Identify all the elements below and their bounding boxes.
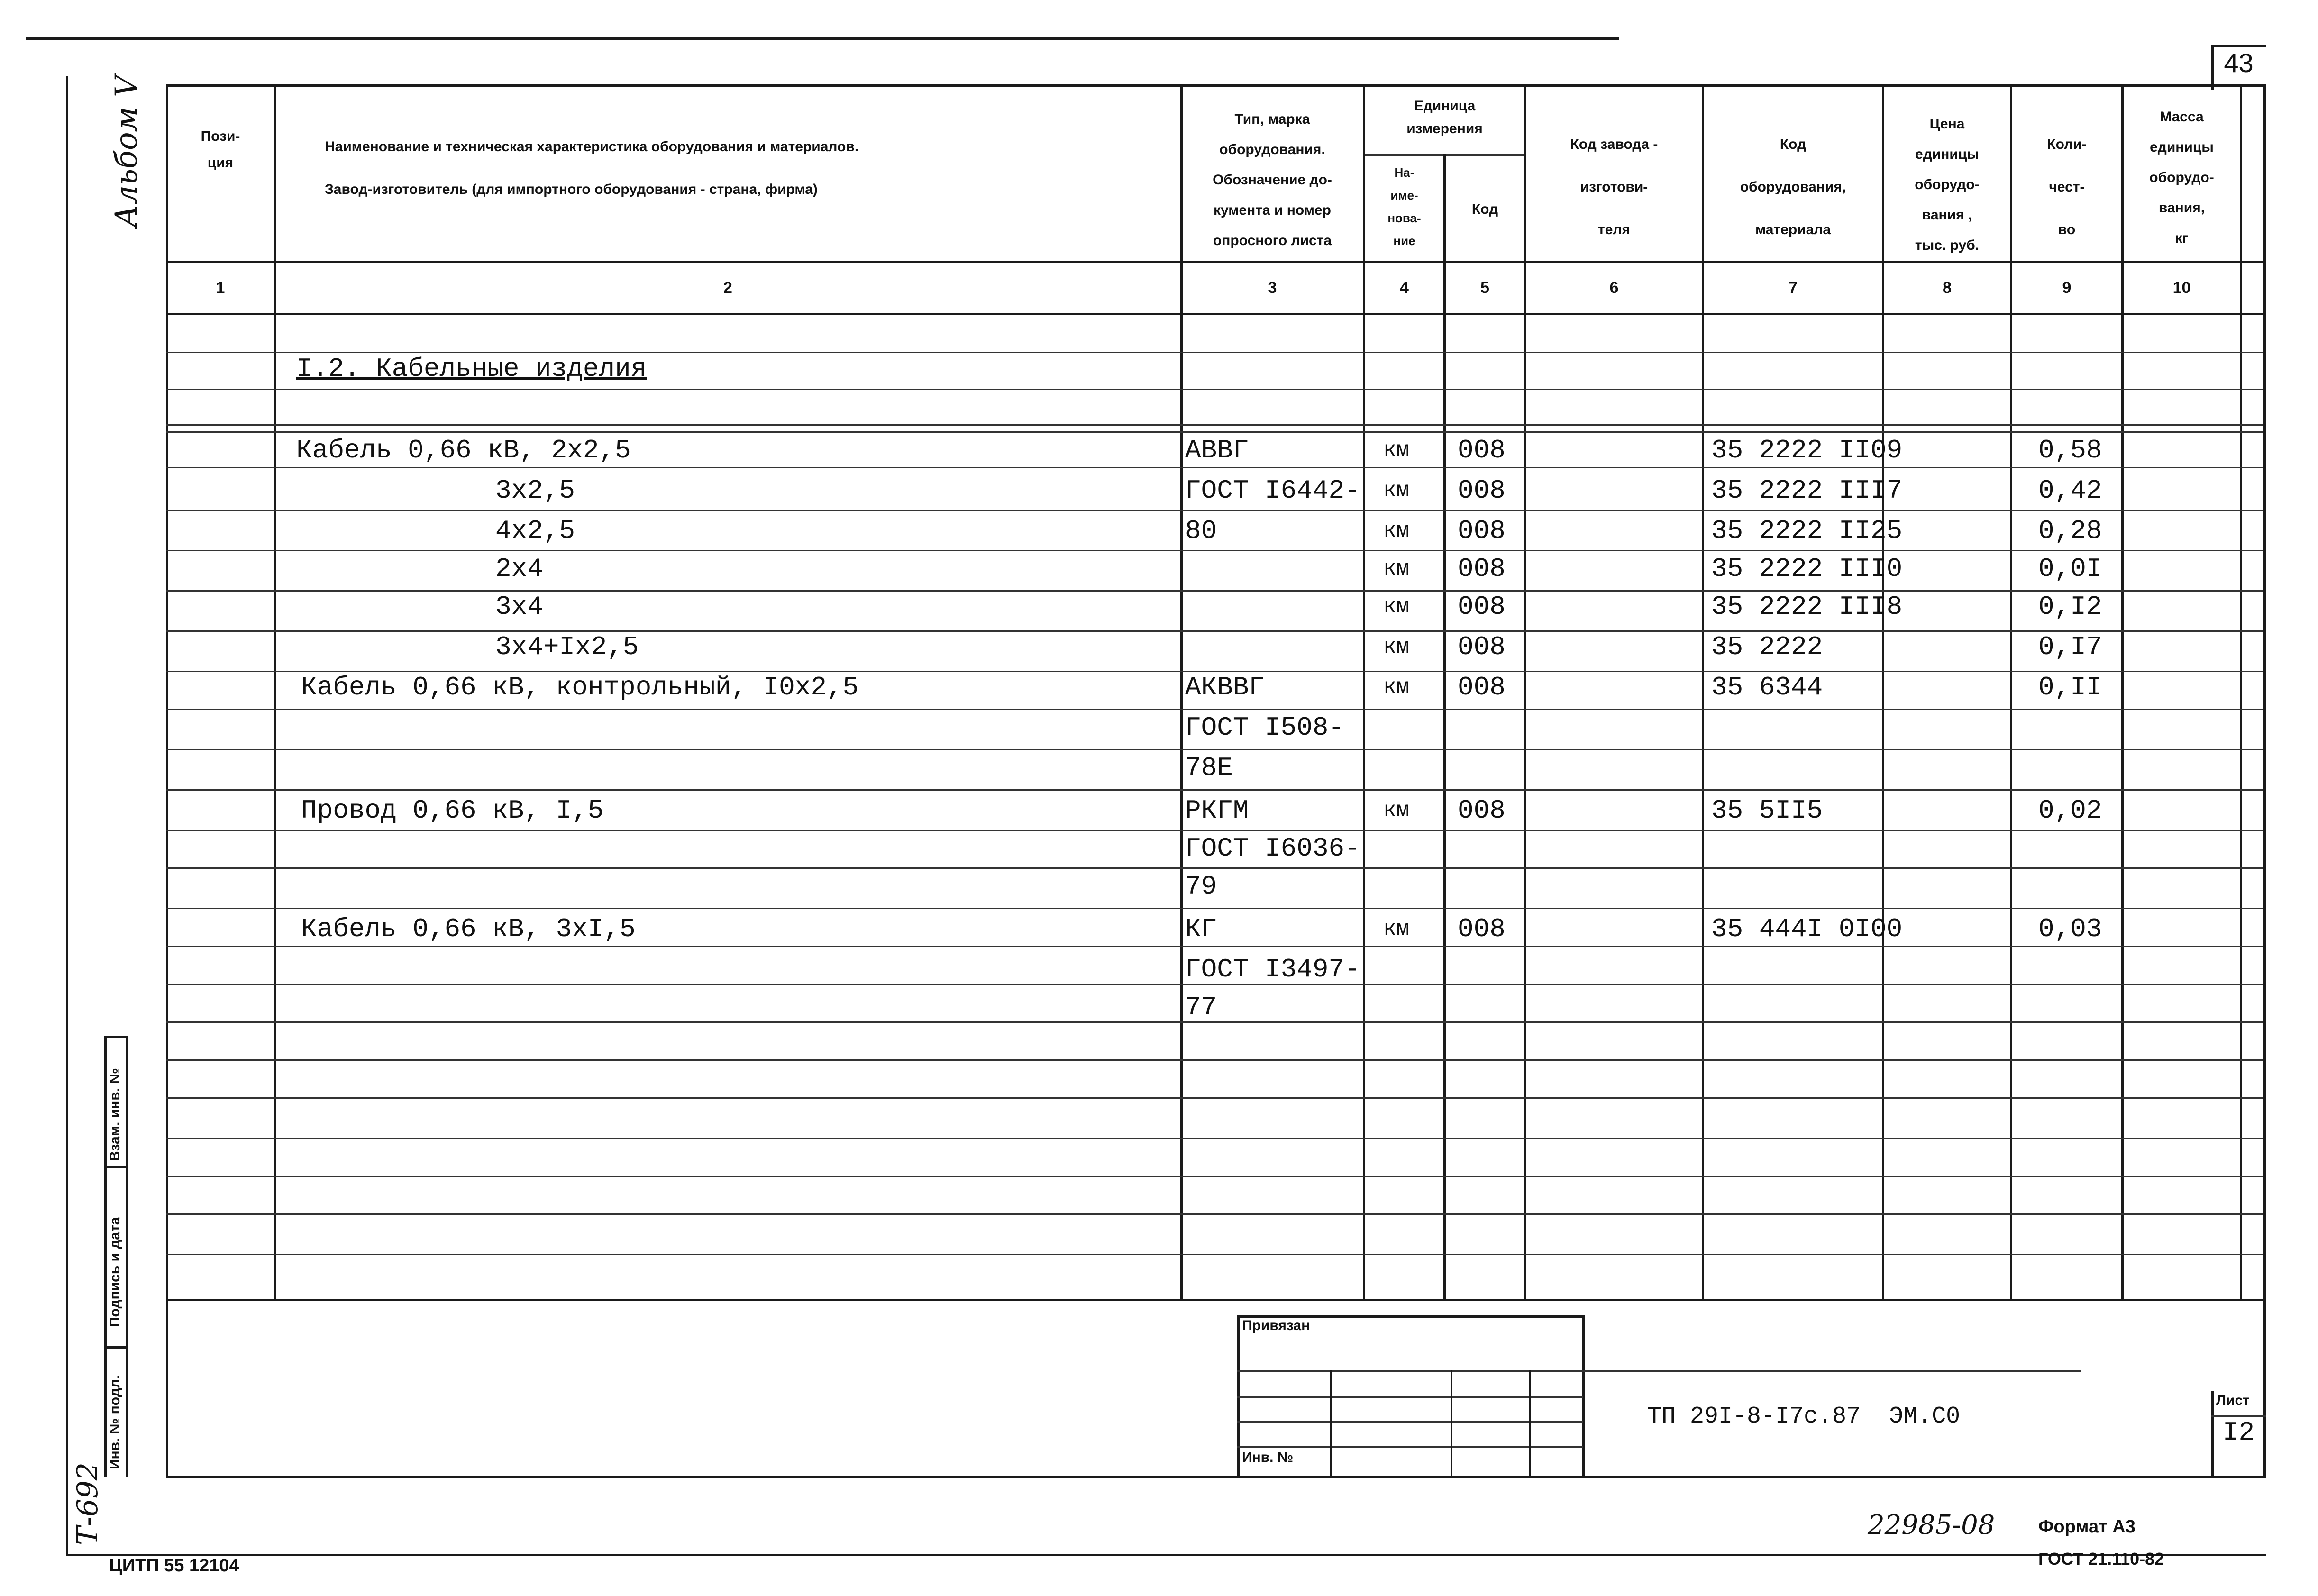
row-type-mark: 78Е [1185, 753, 1233, 783]
row-type-mark: АВВГ [1185, 435, 1249, 465]
row-type-mark: КГ [1185, 914, 1217, 944]
row-quantity: 0,0I [2038, 554, 2102, 584]
row-material-code: 35 2222 II09 [1711, 435, 1903, 465]
outer-border-right [2263, 84, 2266, 1478]
row-line [166, 510, 2263, 511]
row-quantity: 0,28 [2038, 516, 2102, 546]
row-line [166, 590, 2263, 592]
colnum-9: 9 [2062, 279, 2072, 297]
row-material-code: 35 2222 III0 [1711, 554, 1903, 584]
row-unit-code: 008 [1458, 435, 1506, 465]
row-unit-code: 008 [1458, 914, 1506, 944]
row-type-mark: РКГМ [1185, 795, 1249, 826]
row-line [166, 1176, 2263, 1177]
colnum-3: 3 [1268, 279, 1277, 297]
stamp-row-2 [1237, 1396, 1583, 1398]
row-material-code: 35 2222 III8 [1711, 592, 1903, 622]
row-quantity: 0,02 [2038, 795, 2102, 826]
row-line [166, 1254, 2263, 1255]
row-name: Кабель 0,66 кВ, 3хI,5 [301, 914, 636, 944]
row-type-mark: 77 [1185, 992, 1217, 1022]
side-strip-left [104, 1036, 107, 1477]
stamp-tied-label: Привязан [1242, 1318, 1310, 1333]
row-quantity: 0,58 [2038, 435, 2102, 465]
stamp-row-4 [1237, 1446, 1583, 1448]
col-line-9 [2121, 84, 2124, 1300]
row-unit: км [1383, 438, 1410, 463]
vertical-code: Т-692 [71, 1462, 104, 1545]
row-name: 2х4 [495, 554, 543, 584]
row-unit: км [1383, 635, 1410, 659]
header-name: Наименование и техническая характеристика оборудования и материалов. Завод-изготовитель (для импортного оборудования - страна, фирма) [325, 139, 859, 197]
stamp-document-code: ТП 29I-8-I7с.87 ЭМ.С0 [1647, 1403, 1961, 1430]
archive-number: 22985-08 [1868, 1510, 1995, 1541]
row-unit-code: 008 [1458, 516, 1506, 546]
header-divider [166, 261, 2263, 263]
row-line [166, 630, 2263, 632]
row-unit-code: 008 [1458, 475, 1506, 506]
row-material-code: 35 444I 0I00 [1711, 914, 1903, 944]
colnum-2: 2 [723, 279, 732, 297]
side-strip-div-1 [104, 1166, 128, 1168]
row-quantity: 0,42 [2038, 475, 2102, 506]
header-unit-code: Код [1471, 201, 1498, 217]
colnum-8: 8 [1943, 279, 1952, 297]
row-line [166, 908, 2263, 909]
row-type-mark: ГОСТ I508- [1185, 712, 1345, 743]
row-unit-code: 008 [1458, 554, 1506, 584]
side-strip-top [104, 1036, 128, 1038]
page-bottom-line [66, 1554, 2266, 1556]
header-position: Пози- ция [201, 128, 240, 171]
row-unit: км [1383, 519, 1410, 543]
side-label-inv-podl: Инв. № подл. [107, 1375, 123, 1469]
col-line-8 [2010, 84, 2012, 1300]
top-border-line [26, 37, 1619, 40]
row-line [166, 389, 2263, 390]
row-unit: км [1383, 556, 1410, 581]
row-unit: км [1383, 798, 1410, 823]
row-unit: км [1383, 917, 1410, 941]
row-unit-code: 008 [1458, 592, 1506, 622]
stamp-inv-no-label: Инв. № [1242, 1450, 1294, 1465]
col-line-4 [1443, 154, 1446, 1300]
stamp-col-3 [1529, 1370, 1531, 1476]
row-line [166, 550, 2263, 551]
header-unit-group: Единица измерения [1406, 98, 1483, 137]
header-quantity: Коли- чест- во [2047, 137, 2087, 237]
row-material-code: 35 6344 [1711, 672, 1823, 702]
col-line-2 [1180, 84, 1183, 1300]
row-quantity: 0,I7 [2038, 632, 2102, 662]
header-factory-code: Код завода - изготови- теля [1570, 137, 1658, 237]
row-quantity: 0,03 [2038, 914, 2102, 944]
col-line-7 [1882, 84, 1884, 1300]
stamp-col-2 [1451, 1370, 1452, 1476]
row-line [166, 1138, 2263, 1139]
side-label-sign-date: Подпись и дата [107, 1217, 123, 1327]
colnum-4: 4 [1400, 279, 1409, 297]
colnum-1: 1 [216, 279, 225, 297]
row-quantity: 0,I2 [2038, 592, 2102, 622]
side-strip-right [126, 1036, 128, 1477]
col-line-6 [1702, 84, 1704, 1300]
row-quantity: 0,II [2038, 672, 2102, 702]
side-strip-div-2 [104, 1346, 128, 1349]
row-type-mark: ГОСТ I6036- [1185, 833, 1360, 864]
section-title: I.2. Кабельные изделия [296, 354, 647, 384]
row-name: 3х4 [495, 592, 543, 622]
col-line-1 [274, 84, 276, 1300]
colnum-5: 5 [1480, 279, 1489, 297]
row-material-code: 35 2222 [1711, 632, 1823, 662]
row-material-code: 35 2222 III7 [1711, 475, 1903, 506]
outer-border-top [166, 84, 2266, 87]
row-unit-code: 008 [1458, 632, 1506, 662]
row-line [166, 1097, 2263, 1099]
row-unit: км [1383, 675, 1410, 700]
stamp-sheet-number: I2 [2222, 1417, 2255, 1448]
standard-label: ГОСТ 21.110-82 [2038, 1549, 2164, 1569]
header-mass: Масса единицы оборудо- вания, кг [2149, 109, 2214, 246]
row-unit: км [1383, 594, 1410, 619]
col-line-5 [1524, 84, 1526, 1300]
bottom-left-stamp: ЦИТП 55 12104 [109, 1556, 239, 1576]
row-name: 4х2,5 [495, 516, 575, 546]
row-name: Провод 0,66 кВ, I,5 [301, 795, 604, 826]
colnum-divider [166, 313, 2263, 315]
row-line [166, 1059, 2263, 1061]
colnum-7: 7 [1789, 279, 1798, 297]
row-unit-code: 008 [1458, 672, 1506, 702]
row-line [166, 789, 2263, 791]
row-line [166, 1213, 2263, 1215]
header-unit-name: На- име- нова- ние [1387, 165, 1421, 248]
row-unit-code: 008 [1458, 795, 1506, 826]
stamp-sheet-label: Лист [2216, 1393, 2250, 1408]
stamp-row-1 [1237, 1370, 2081, 1372]
stamp-row-3 [1237, 1421, 1583, 1423]
corner-sheet-number: 43 [2224, 48, 2254, 78]
row-line [166, 424, 2263, 426]
row-type-mark: 80 [1185, 516, 1217, 546]
row-name: 3х4+Iх2,5 [495, 632, 639, 662]
header-material-code: Код оборудования, материала [1740, 137, 1846, 237]
colnum-10: 10 [2172, 279, 2191, 297]
row-unit: км [1383, 478, 1410, 503]
row-name: Кабель 0,66 кВ, 2х2,5 [296, 435, 631, 465]
header-price: Цена единицы оборудо- вания , тыс. руб. [1915, 116, 1980, 253]
row-name: 3х2,5 [495, 475, 575, 506]
row-name: Кабель 0,66 кВ, контрольный, I0х2,5 [301, 672, 859, 702]
row-material-code: 35 2222 II25 [1711, 516, 1903, 546]
stamp-col-1 [1330, 1370, 1332, 1476]
format-label: Формат А3 [2038, 1517, 2135, 1537]
row-type-mark: ГОСТ I6442- [1185, 475, 1360, 506]
row-type-mark: 79 [1185, 871, 1217, 902]
outer-border-bottom [166, 1476, 2266, 1478]
row-type-mark: АКВВГ [1185, 672, 1265, 702]
row-type-mark: ГОСТ I3497- [1185, 954, 1360, 985]
header-type: Тип, марка оборудования. Обозначение до- кумента и номер опросного листа [1213, 111, 1332, 248]
col-line-3 [1363, 84, 1365, 1300]
col-line-10 [2240, 84, 2242, 1300]
colnum-6: 6 [1609, 279, 1619, 297]
album-label: Альбом V [109, 75, 144, 228]
side-label-inv-vzam: Взам. инв. № [107, 1068, 123, 1161]
page-left-line [66, 76, 68, 1555]
row-material-code: 35 5II5 [1711, 795, 1823, 826]
sheet-box-div [2211, 1415, 2266, 1417]
table-body-bottom [166, 1299, 2263, 1301]
